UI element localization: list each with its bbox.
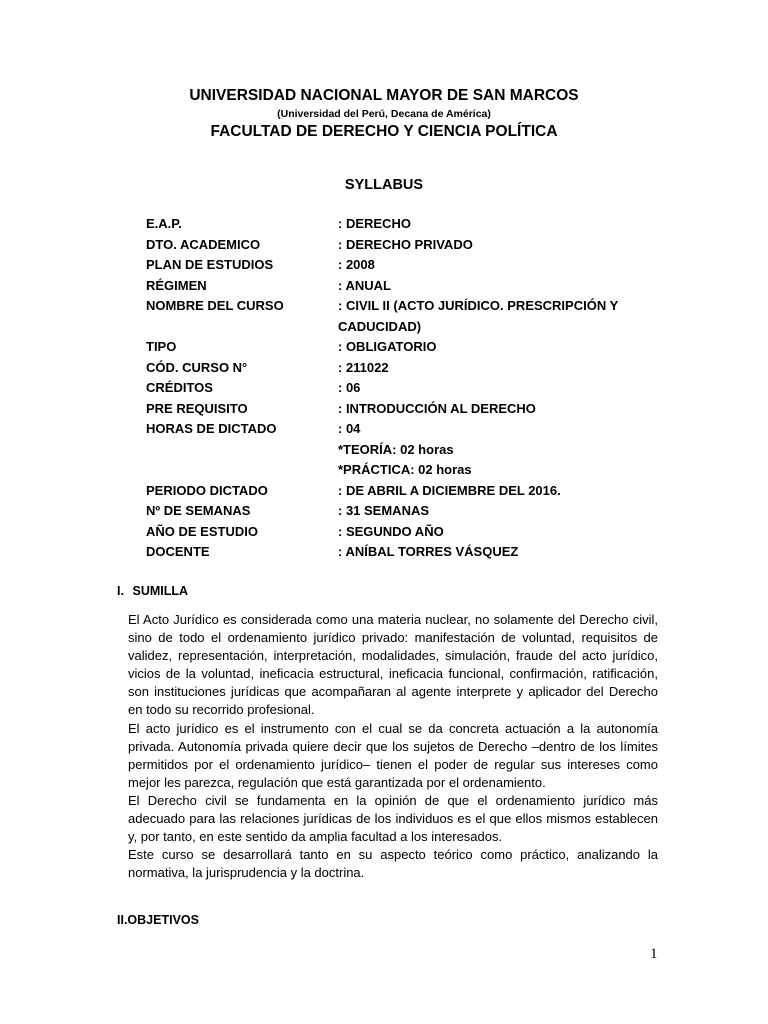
- sumilla-paragraph: El Derecho civil se fundamenta en la opinión de que el ordenamiento jurídico más adecuado para las relaciones jurídicas de los individuos es el que ellos mismos establecen y, por tanto, en este sentido da amplia facultad a los interesados.: [128, 792, 658, 845]
- section-title: SUMILLA: [132, 584, 189, 598]
- info-row: [146, 501, 666, 522]
- info-row: [146, 255, 666, 276]
- info-row: [146, 317, 666, 338]
- info-row: [146, 542, 666, 563]
- info-row: [146, 276, 666, 297]
- info-row: [146, 399, 666, 420]
- info-value: : ANÍBAL TORRES VÁSQUEZ: [338, 544, 519, 559]
- sumilla-body: [128, 611, 658, 882]
- info-value: : 31 SEMANAS: [338, 503, 430, 518]
- info-row: [146, 337, 666, 358]
- info-value: : DERECHO: [338, 216, 411, 231]
- sumilla-paragraph: Este curso se desarrollará tanto en su aspecto teórico como práctico, analizando la normativa, la jurisprudencia y la doctrina.: [128, 847, 658, 881]
- info-row: [146, 419, 666, 440]
- info-row: [146, 378, 666, 399]
- info-value: : DE ABRIL A DICIEMBRE DEL 2016.: [338, 482, 561, 498]
- page-number: 1: [650, 946, 658, 962]
- info-value: : 04: [338, 421, 361, 436]
- sumilla-paragraph: El Acto Jurídico es considerada como una materia nuclear, no solamente del Derecho civil, sino de todo el ordenamiento jurídico privado: manifestación de voluntad, requisitos de validez, representación, interpretación, modalidades, simulación, fraude del acto jurídico, vicios de la voluntad, ineficacia estructural, ineficacia funcional, confirmación, ratificación, son instituciones jurídicas que acompañaran al agente interprete y aplicador del Derecho en todo su recorrido profesional.: [128, 612, 658, 718]
- section-heading-sumilla: [117, 584, 188, 598]
- info-value: : CIVIL II (ACTO JURÍDICO. PRESCRIPCIÓN Y: [338, 298, 619, 313]
- info-row: [146, 214, 666, 235]
- info-value: : 2008: [338, 257, 375, 272]
- info-label: [146, 460, 338, 481]
- section-number: II.: [117, 913, 128, 927]
- info-row: [146, 296, 666, 317]
- sumilla-paragraph: El acto jurídico es el instrumento con el cual se da concreta actuación a la autonomía privada. Autonomía privada quiere decir que los sujetos de Derecho –dentro de los límites permitidos por el ordenamiento jurídico– tienen el poder de regular sus intereses como mejor les parezca, regulación que está garantizada por el ordenamiento.: [128, 720, 658, 790]
- document-title: SYLLABUS: [344, 177, 424, 193]
- info-label: PERIODO DICTADO: [146, 482, 268, 498]
- info-value: CADUCIDAD): [338, 318, 422, 334]
- info-value: : 06: [338, 380, 361, 395]
- info-value: : 211022: [338, 359, 389, 375]
- university-subtitle: (Universidad del Perú, Decana de América): [277, 108, 491, 120]
- info-label: PLAN DE ESTUDIOS: [146, 257, 274, 272]
- info-row: [146, 481, 666, 502]
- info-label: NOMBRE DEL CURSO: [146, 298, 284, 313]
- info-label: PRE REQUISITO: [146, 400, 248, 416]
- info-row: [146, 358, 666, 379]
- info-row: [146, 522, 666, 543]
- info-label: HORAS DE DICTADO: [146, 421, 277, 436]
- info-row: [146, 460, 666, 481]
- section-title: OBJETIVOS: [127, 913, 199, 927]
- info-value: : DERECHO PRIVADO: [338, 236, 473, 252]
- info-label: E.A.P.: [146, 216, 182, 231]
- info-label: CÓD. CURSO N°: [146, 359, 248, 375]
- info-label: DOCENTE: [146, 544, 210, 559]
- info-row: [146, 440, 666, 461]
- faculty-name: FACULTAD DE DERECHO Y CIENCIA POLÍTICA: [210, 123, 558, 140]
- info-value: : OBLIGATORIO: [338, 339, 437, 354]
- info-label: RÉGIMEN: [146, 277, 207, 293]
- section-heading-objetivos: [117, 913, 199, 927]
- info-label: AÑO DE ESTUDIO: [146, 523, 258, 539]
- info-label: TIPO: [146, 339, 177, 354]
- university-name: UNIVERSIDAD NACIONAL MAYOR DE SAN MARCOS: [189, 87, 579, 104]
- info-label: DTO. ACADEMICO: [146, 236, 261, 252]
- info-value: *TEORÍA: 02 horas: [338, 441, 454, 457]
- info-label: [146, 440, 338, 461]
- info-label: [146, 317, 338, 338]
- info-value: *PRÁCTICA: 02 horas: [338, 462, 472, 477]
- info-row: [146, 235, 666, 256]
- info-value: : INTRODUCCIÓN AL DERECHO: [338, 400, 536, 416]
- info-value: : SEGUNDO AÑO: [338, 523, 444, 539]
- info-label: Nº DE SEMANAS: [146, 503, 251, 518]
- info-label: CRÉDITOS: [146, 380, 213, 395]
- section-number: I.: [117, 584, 124, 598]
- info-value: : ANUAL: [338, 277, 391, 293]
- course-info-table: [146, 214, 666, 563]
